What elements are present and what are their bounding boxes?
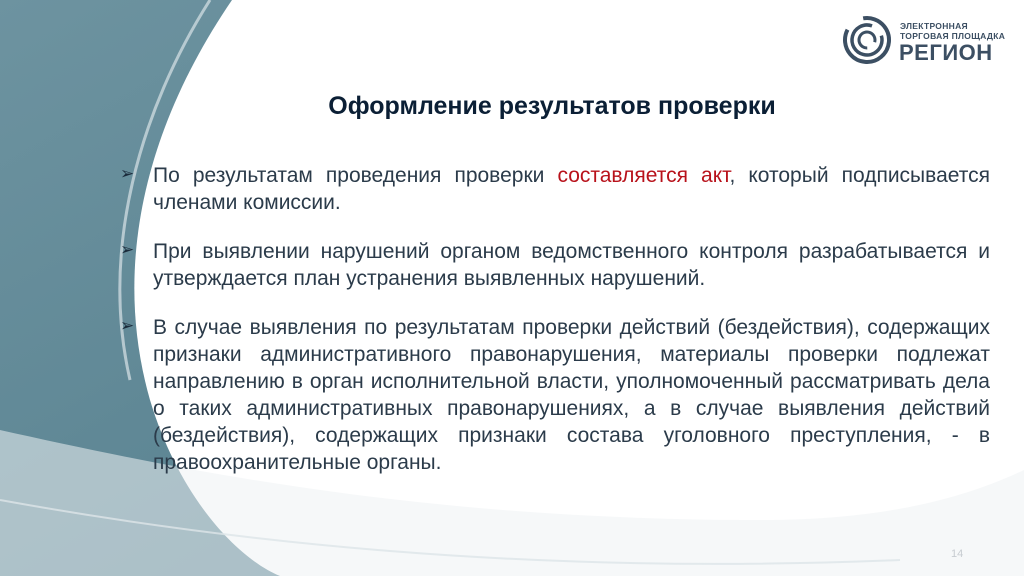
slide-title: Оформление результатов проверки bbox=[328, 92, 776, 120]
bullet-arrow-icon: ➢ bbox=[120, 316, 135, 335]
region-logo-icon bbox=[840, 10, 896, 66]
bullet-1-after: , который подписывается членами комиссии. bbox=[153, 164, 990, 214]
logo-line1: ЭЛЕКТРОННАЯ bbox=[900, 21, 968, 31]
bullet-arrow-icon: ➢ bbox=[120, 164, 135, 183]
bullet-1-highlight: составляется акт bbox=[557, 164, 730, 187]
bullet-arrow-icon: ➢ bbox=[120, 240, 135, 259]
logo-line2: ТОРГОВАЯ ПЛОЩАДКА bbox=[900, 31, 1006, 41]
bullet-3-text: В случае выявления по результатам проверки действий (бездействия), содержащих признаки административного правонарушения, материалы проверки подлежат направлению в орган исполнительной власти, уполномоченный рассматривать дела о таких административных правонарушениях, а в случае выявления действий (бездействия), содержащих признаки состава уголовного преступления, - в правоохранительные органы. bbox=[153, 316, 990, 474]
logo-name: РЕГИОН bbox=[899, 40, 993, 65]
bullet-item-referral bbox=[120, 314, 990, 476]
bullet-item-act bbox=[120, 162, 990, 216]
bullet-list bbox=[120, 162, 990, 498]
bullet-2-text: При выявлении нарушений органом ведомственного контроля разрабатывается и утверждается план устранения выявленных нарушений. bbox=[153, 240, 990, 290]
bullet-item-plan bbox=[120, 238, 990, 292]
bullet-1-before: По результатам проведения проверки bbox=[153, 164, 558, 187]
region-logo bbox=[840, 10, 1010, 72]
page-number: 14 bbox=[951, 548, 964, 560]
